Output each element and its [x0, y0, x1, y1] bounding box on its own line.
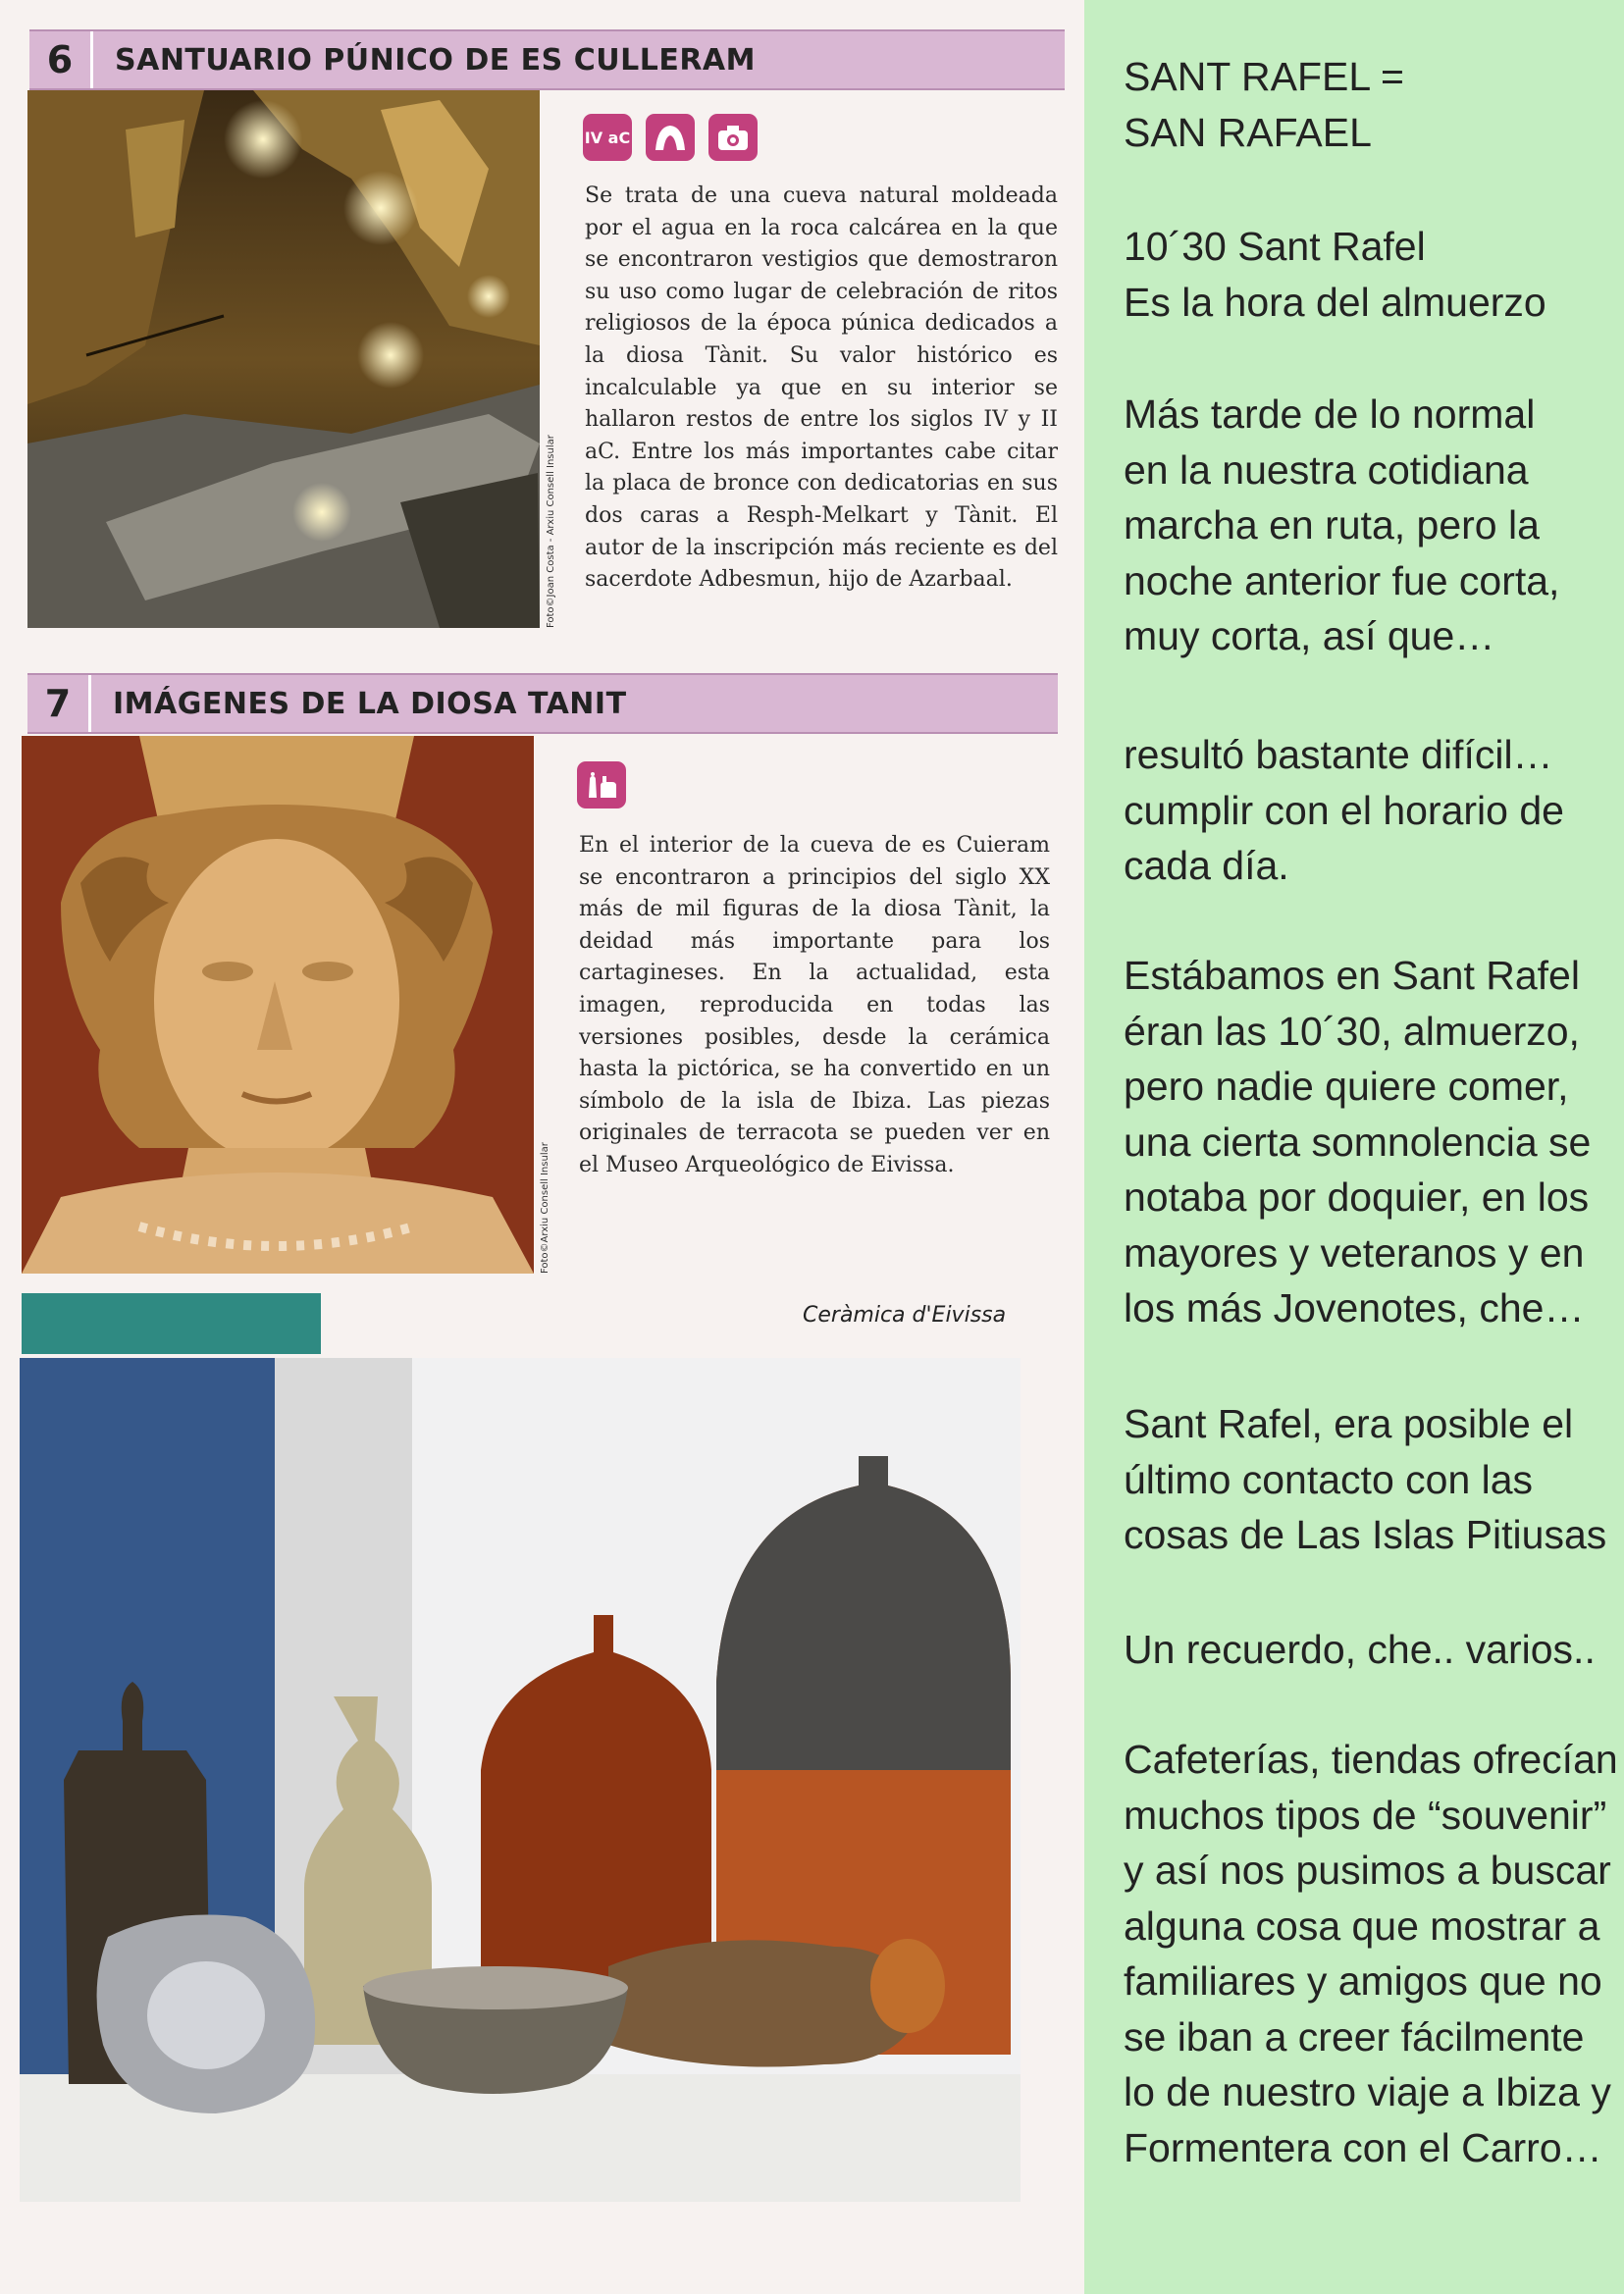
- ceramics-photo: [20, 1358, 1021, 2202]
- note-time: 10´30 Sant Rafel Es la hora del almuerzo: [1124, 224, 1546, 325]
- museum-objects-icon: [577, 761, 626, 808]
- section-7-photo-credit: Foto©Arxiu Consell Insular: [540, 1142, 550, 1274]
- note-paragraph-2: resultó bastante difícil… cumplir con el horario de cada día.: [1124, 732, 1564, 888]
- note-title: SANT RAFEL = SAN RAFAEL: [1124, 54, 1404, 155]
- section-7-icons: [577, 761, 626, 808]
- section-7-number: 7: [27, 675, 91, 732]
- note-paragraph-3: Estábamos en Sant Rafel éran las 10´30, almuerzo, pero nadie quiere comer, una cierta somnolencia se notaba por doquier, en los mayores y veteranos y en los más Jovenotes, che…: [1124, 953, 1592, 1330]
- section-6-text: Se trata de una cueva natural moldeada por el agua en la roca calcárea en la que se encontraron vestigios que demostraron su uso como lugar de celebración de ritos religiosos de la época púnica dedicados a la diosa Tànit. Su valor histórico es incalculable ya que en su interior se hallaron restos de entre los siglos IV y II aC. Entre los más importantes cabe citar la placa de bronce con dedicatorias en sus dos caras a Resph-Melkart y Tànit. El autor de la inscripción más reciente es del sacerdote Adbesmun, hijo de Azarbaal.: [585, 183, 1058, 593]
- cave-icon: [646, 114, 695, 161]
- camera-icon: [708, 114, 758, 161]
- ceramics-illustration: [20, 1358, 1021, 2202]
- era-icon: [583, 114, 632, 161]
- ceramics-caption: Ceràmica d'Eivissa: [803, 1303, 1007, 1328]
- section-6-icons: [583, 114, 758, 161]
- cave-illustration: [27, 90, 540, 628]
- tanit-bust-illustration: [22, 736, 534, 1274]
- section-6-number: 6: [29, 31, 93, 88]
- section-7-header: [27, 673, 1058, 734]
- cave-photo: [27, 90, 540, 628]
- note-paragraph-6: Cafeterías, tiendas ofrecían muchos tipos de “souvenir” y así nos pusimos a buscar alguna cosa que mostrar a familiares y amigos que no se iban a creer fácilmente lo de nuestro viaje a Ibiza y Formentera con el Carro…: [1124, 1737, 1618, 2170]
- notes-panel: [1084, 0, 1624, 2294]
- note-paragraph-5: Un recuerdo, che.. varios..: [1124, 1627, 1596, 1672]
- section-6-title: SANTUARIO PÚNICO DE ES CULLERAM: [115, 42, 756, 78]
- ceramics-top-band: [22, 1293, 321, 1354]
- section-6-header: [29, 29, 1065, 90]
- section-7-text: En el interior de la cueva de es Cuieram se encontraron a principios del siglo XX más de mil figuras de la diosa Tànit, la deidad más importante para los cartagineses. En la actualidad, esta imagen, reproducida en todas las versiones posibles, desde la cerámica hasta la pictórica, se ha convertido en un símbolo de la isla de Ibiza. Las piezas originales de terracota se pueden ver en el Museo Arqueológico de Eivissa.: [579, 833, 1050, 1177]
- tanit-photo: [22, 736, 534, 1274]
- note-paragraph-1: Más tarde de lo normal en la nuestra cotidiana marcha en ruta, pero la noche anterior fue corta, muy corta, así que…: [1124, 391, 1560, 658]
- note-paragraph-4: Sant Rafel, era posible el último contacto con las cosas de Las Islas Pitiusas: [1124, 1401, 1607, 1557]
- era-icon-label: IV aC: [584, 128, 631, 147]
- section-6-photo-credit: Foto©Joan Costa - Arxiu Consell Insular: [546, 435, 556, 628]
- section-7-title: IMÁGENES DE LA DIOSA TANIT: [113, 686, 627, 721]
